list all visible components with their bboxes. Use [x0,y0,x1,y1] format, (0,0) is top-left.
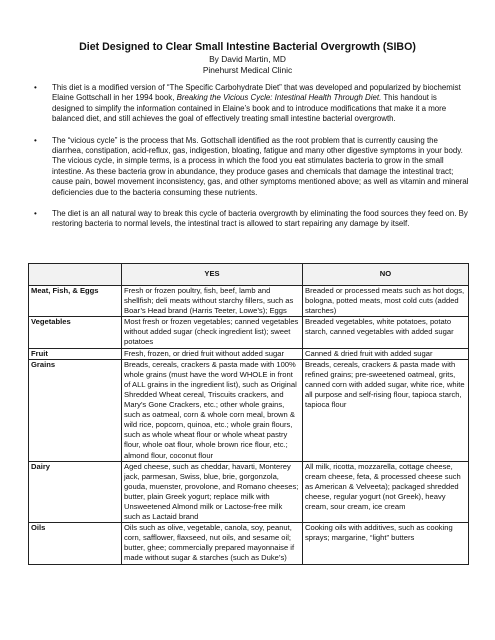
table-row [29,461,469,523]
document-title: Diet Designed to Clear Small Intestine Bacterial Overgrowth (SIBO) [79,41,416,53]
bullet-text: The “vicious cycle” is the process that Ms. Gottschall identified as the root problem that is currently causing the diarrhea, constipation, acid-reflux, gas, indigestion, bloating, fatigue and many other digestive symptoms in your body. The vicious cycle, in simple terms, is a process in which the food you eat stimulates bacteria to grow in the small intestine. As these bacteria grow in abundance, they produce gases and chemicals that damage the intestinal tract; cause pain, bowel movement inconsistency, gas, and other symptoms mentioned above; as well as vitamin and mineral deficiencies due to the bacteria consuming these nutrients. [52,135,469,197]
yes-cell: Fresh or frozen poultry, fish, beef, lamb and shellfish; deli meats without starchy fillers, such as Boar’s Head brand (Harris Teeter, Lowe’s); Eggs [122,286,303,317]
yes-header: YES [122,264,303,286]
no-cell: Breaded or processed meats such as hot dogs, bologna, potted meats, most cold cuts (added starches) [303,286,469,317]
document-header [0,41,495,75]
category-cell: Dairy [29,461,122,523]
table-row [29,286,469,317]
category-cell: Vegetables [29,317,122,348]
category-cell: Meat, Fish, & Eggs [29,286,122,317]
table-row [29,523,469,564]
no-cell: All milk, ricotta, mozzarella, cottage cheese, cream cheese, feta, & processed cheese such as American & Velveeta); packaged shredded cheese, regular yogurt (not Greek), heavy cream, sour cream, ice cream [303,461,469,523]
diet-table [28,263,469,565]
no-cell: Cooking oils with additives, such as cooking sprays; margarine, “light” butters [303,523,469,564]
intro-bullet [34,136,469,198]
yes-cell: Oils such as olive, vegetable, canola, soy, peanut, corn, safflower, flaxseed, nut oils, and sesame oil; butter, ghee; commercially prepared mayonnaise if made without sugar & starches (such as Duke’s) [122,523,303,564]
bullet-icon: • [34,209,37,219]
bullet-text: The diet is an all natural way to break this cycle of bacteria overgrowth by eliminating the food sources they feed on. By restoring bacteria to normal levels, the intestinal tract is allowed to start repairing any damage by itself. [52,209,468,229]
category-cell: Grains [29,359,122,461]
no-cell: Canned & dried fruit with added sugar [303,348,469,359]
category-cell: Fruit [29,348,122,359]
yes-cell: Most fresh or frozen vegetables; canned vegetables without added sugar (check ingredient list); sweet potatoes [122,317,303,348]
category-cell: Oils [29,523,122,564]
no-cell: Breaded vegetables, white potatoes, potato starch, canned vegetables with added sugar [303,317,469,348]
no-header: NO [303,264,469,286]
bullet-icon: • [34,83,37,92]
table-row [29,317,469,348]
no-cell: Breads, cereals, crackers & pasta made with refined grains; pre-sweetened oatmeal, grits, canned corn with added sugar, white rice, white all purpose and self-rising flour, tapioca starch, tapioca flour [303,359,469,461]
table-row [29,348,469,359]
table-header-row [29,264,469,286]
clinic-line: Pinehurst Medical Clinic [202,64,293,75]
bullet-icon: • [34,135,37,145]
book-title: Breaking the Vicious Cycle: Intestinal Health Through Diet. [176,93,382,103]
intro-bullet [34,209,469,230]
intro-bullet [34,83,469,125]
yes-cell: Fresh, frozen, or dried fruit without added sugar [122,348,303,359]
category-header [29,264,122,286]
bullet-text-continued: This handout is designed to simplify the information contained in Elaine’s book and to introduce modifications that make it a more balanced diet, and still achieves the goal of effectively treating small intestine bacterial overgrowth. [52,93,447,124]
table-row [29,359,469,461]
yes-cell: Aged cheese, such as cheddar, havarti, Monterey jack, parmesan, Swiss, blue, brie, gorgonzola, gouda, muenster, provolone, and Romano cheeses; butter, plain Greek yogurt; replace milk with Unsweetened Almond milk or Lactose-free milk such as Lactaid brand [122,461,303,523]
author-line: By David Martin, MD [209,54,286,64]
yes-cell: Breads, cereals, crackers & pasta made with 100% whole grains (must have the word WHOLE in front of ALL grains in the ingredient list), such as Original Shredded Wheat cereal, Triscuits crackers, and Mary’s Gone Crackers, etc.; other whole grains, such as oatmeal, corn & whole corn meal, brown & wild rice, popcorn, quinoa, etc.; whole grain flours, such as whole wheat flour or whole wheat pastry flour, whole oat flour, whole brown rice flour, etc.; almond flour, coconut flour [122,359,303,461]
bullet-text: This diet is a modified version of “The Specific Carbohydrate Diet” that was developed and popularized by biochemist Elaine Gottschall in her 1994 book, [52,83,461,103]
intro-bullet-list [34,83,469,241]
